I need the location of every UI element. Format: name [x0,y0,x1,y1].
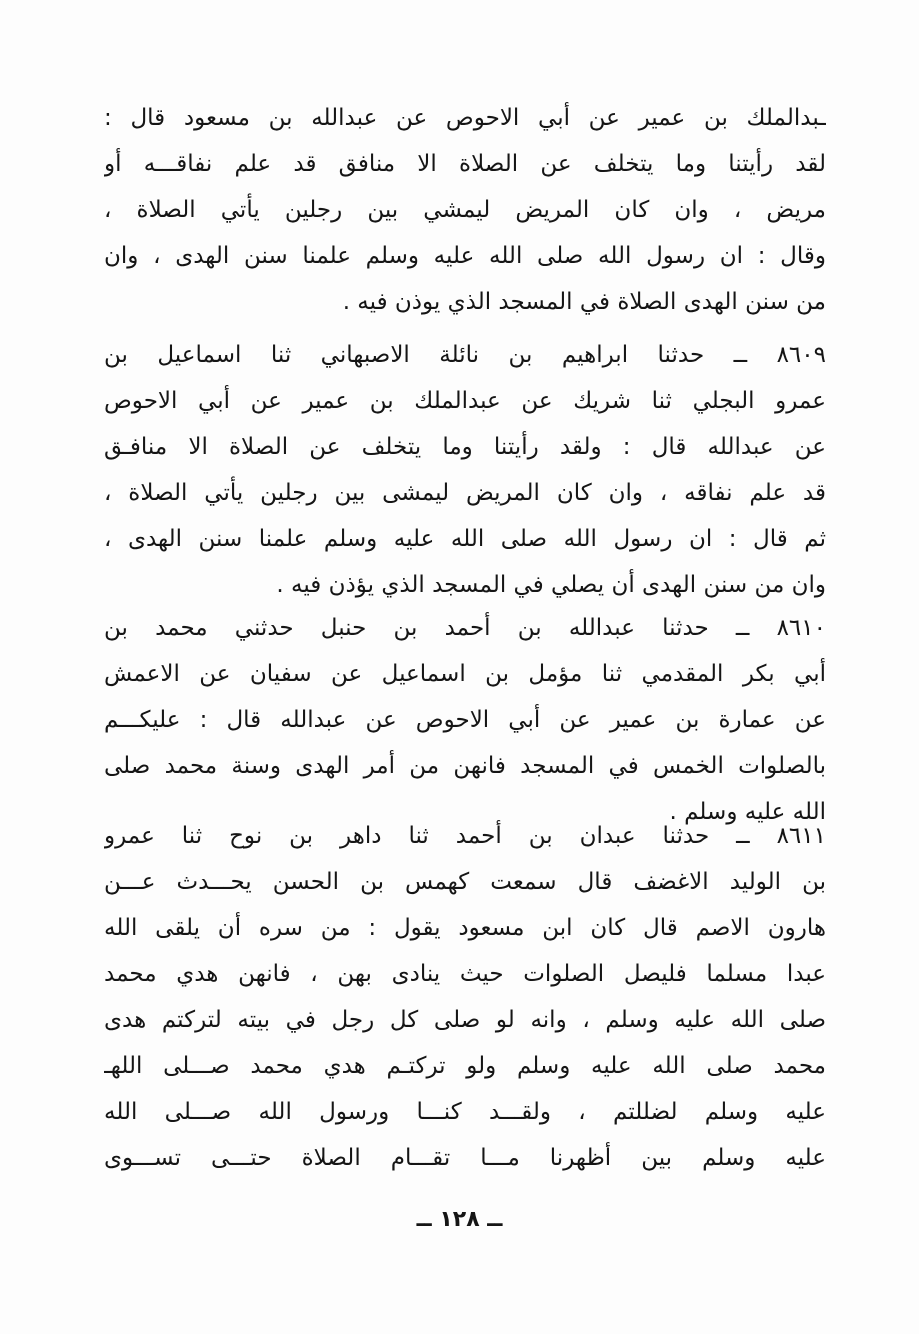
text-line: من سنن الهدى الصلاة في المسجد الذي يوذن فيه . [342,289,826,315]
text-line: صلى الله عليه وسلم ، وانه لو صلى كل رجل في بيته لتركتم هدى [104,1007,826,1033]
text-line: ثم قال : ان رسول الله صلى الله عليه وسلم علمنا سنن الهدى ، [104,526,826,552]
text-line: بالصلوات الخمس في المسجد فانهن من أمر الهدى وسنة محمد صلى [104,753,826,779]
text-line: قد علم نفاقه ، وان كان المريض ليمشى بين رجلين يأتي الصلاة ، [104,480,826,506]
text-line: عمرو البجلي ثنا شريك عن عبدالملك بن عمير عن أبي الاحوص [104,388,826,414]
text-line: ـبدالملك بن عمير عن أبي الاحوص عن عبدالله بن مسعود قال : [104,105,826,131]
hadith-8609 [104,332,826,608]
text-line: ٨٦١٠ ــ حدثنا عبدالله بن أحمد بن حنبل حدثني محمد بن [104,615,826,641]
paragraph-continuation [104,95,826,325]
text-line: أبي بكر المقدمي ثنا مؤمل بن اسماعيل عن سفيان عن الاعمش [104,661,826,687]
text-line: ٨٦١١ ــ حدثنا عبدان بن أحمد ثنا داهر بن نوح ثنا عمرو [104,823,826,849]
text-line: وقال : ان رسول الله صلى الله عليه وسلم علمنا سنن الهدى ، وان [104,243,826,269]
text-line: الله عليه وسلم . [669,799,826,825]
text-line: لقد رأيتنا وما يتخلف عن الصلاة الا منافق قد علم نفاقـــه أو [104,151,826,177]
text-line: عليه وسلم لضللتم ، ولقـــد كنـــا ورسول الله صـــلى الله [104,1099,826,1125]
hadith-8611 [104,813,826,1181]
text-line: محمد صلى الله عليه وسلم ولو تركتـم هدي محمد صـــلى اللهـ [104,1053,826,1079]
text-line: مريض ، وان كان المريض ليمشي بين رجلين يأتي الصلاة ، [104,197,826,223]
text-line: عبدا مسلما فليصل الصلوات حيث ينادى بهن ، فانهن هدي محمد [104,961,826,987]
text-line: بن الوليد الاغضف قال سمعت كهمس بن الحسن يحـــدث عـــن [104,869,826,895]
text-line: عن عمارة بن عمير عن أبي الاحوص عن عبدالله قال : عليكـــم [104,707,826,733]
hadith-8610 [104,605,826,835]
text-line: عن عبدالله قال : ولقد رأيتنا وما يتخلف عن الصلاة الا منافـق [104,434,826,460]
text-line: هارون الاصم قال كان ابن مسعود يقول : من سره أن يلقى الله [104,915,826,941]
text-line: وان من سنن الهدى أن يصلي في المسجد الذي يؤذن فيه . [276,572,826,598]
page-number: ــ ١٢٨ ــ [416,1207,503,1232]
text-line: ٨٦٠٩ ــ حدثنا ابراهيم بن نائلة الاصبهاني ثنا اسماعيل بن [104,342,826,368]
text-line: عليه وسلم بين أظهرنا مـــا تقـــام الصلاة حتـــى تســـوى [104,1145,826,1171]
